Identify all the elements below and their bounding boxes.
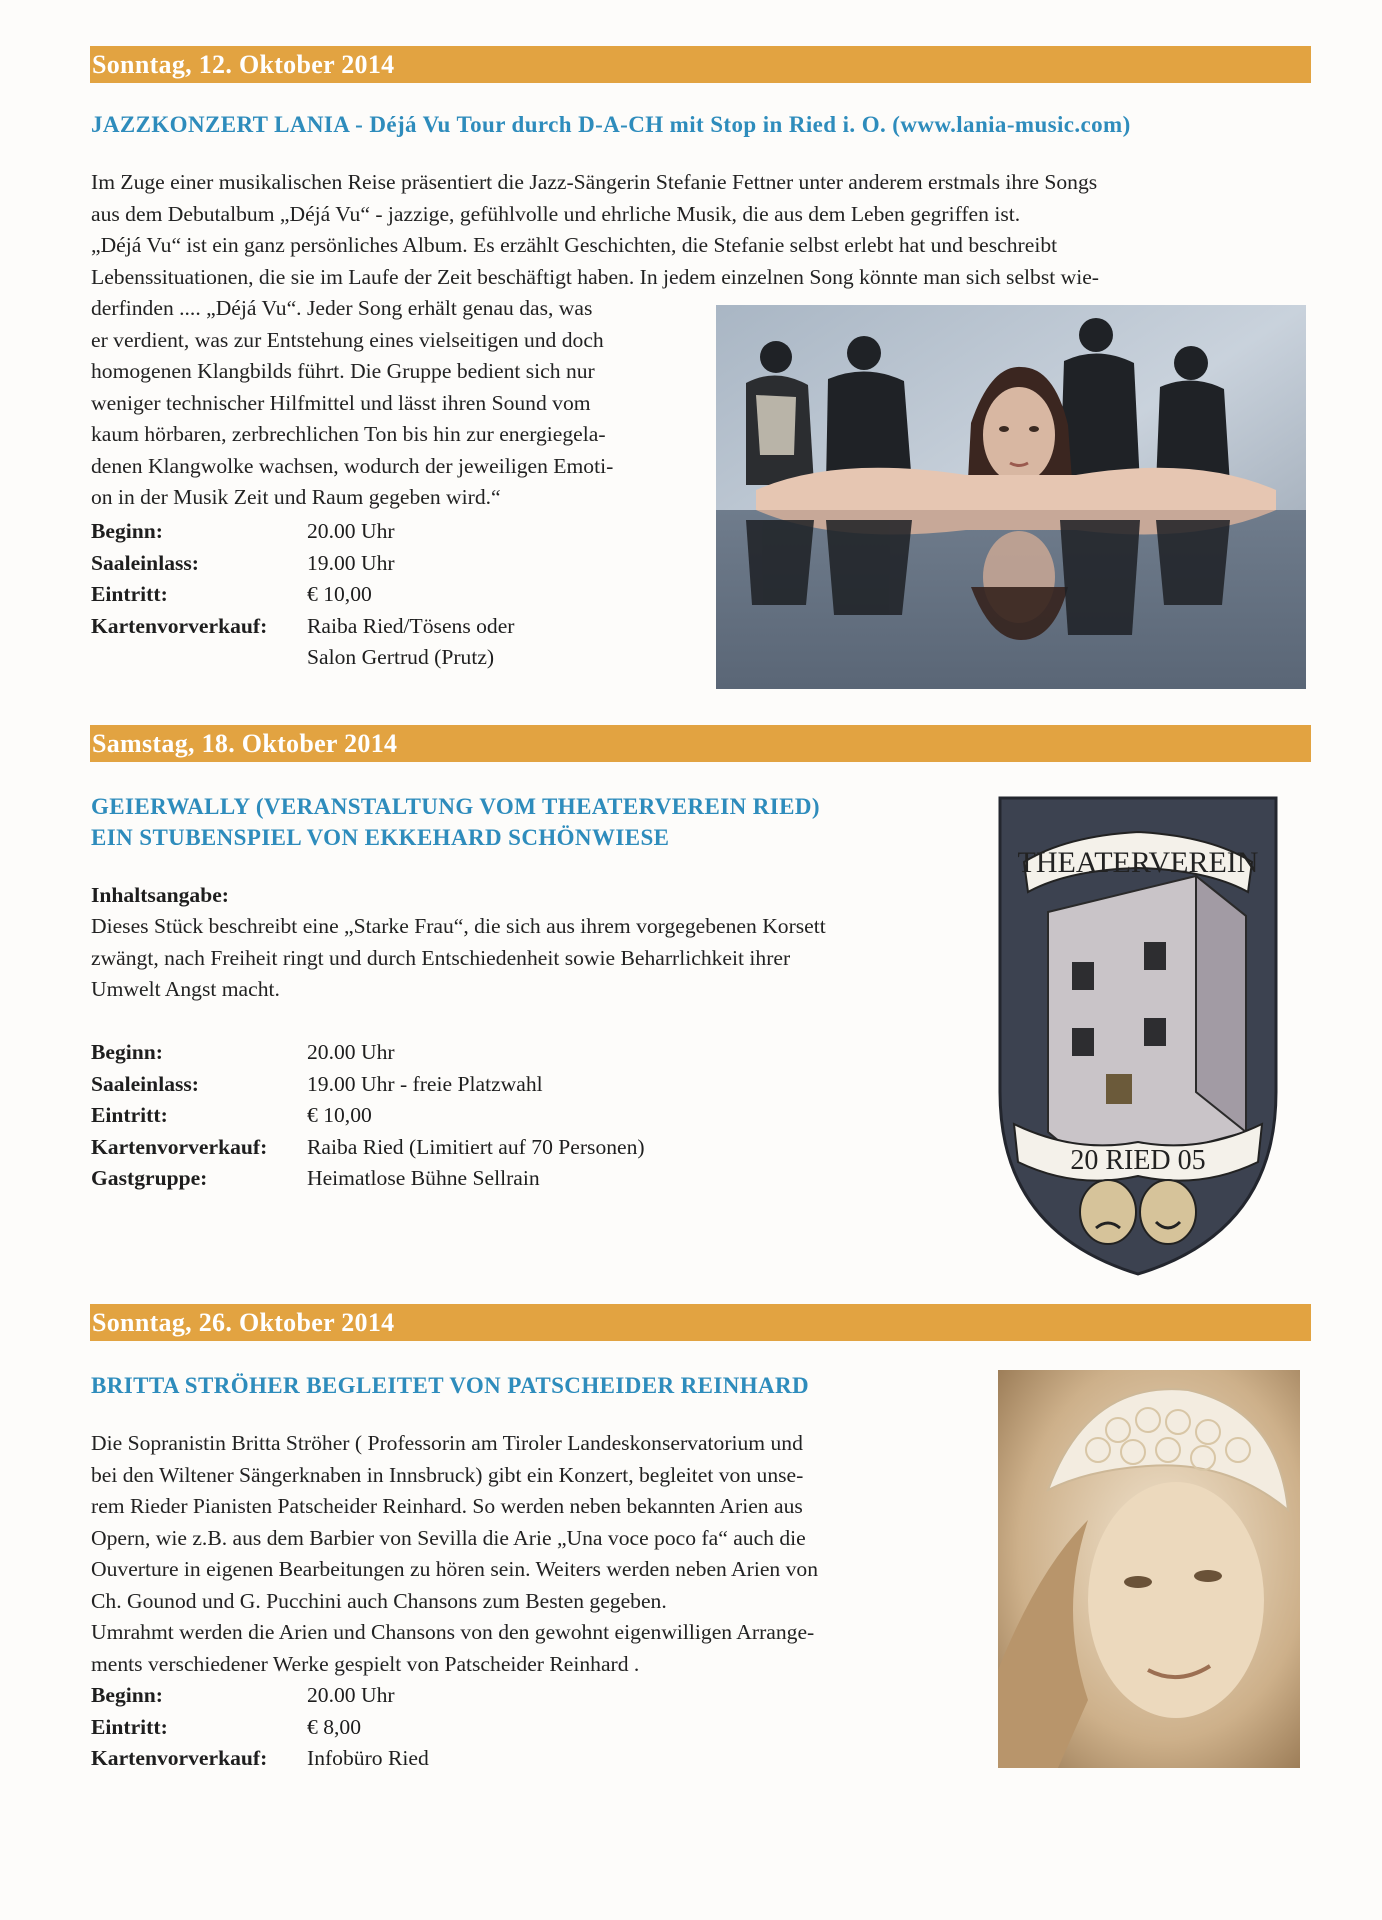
logo-text-top: THEATERVEREIN	[1017, 846, 1259, 879]
date-bar-event3	[90, 1304, 1311, 1341]
info-value: Salon Gertrud (Prutz)	[307, 645, 495, 669]
event3-description	[91, 1428, 818, 1680]
event1-line: on in der Musik Zeit und Raum gegeben wird.“	[91, 485, 501, 509]
theaterverein-logo-svg	[996, 792, 1280, 1278]
event2-line: Dieses Stück beschreibt eine „Starke Frau“, die sich aus ihrem vorgegebenen Korsett	[91, 914, 826, 938]
event3-line: Ouverture in eigenen Bearbeitungen zu hören sein. Weiters werden neben Arien von	[91, 1557, 818, 1581]
info-label: Beginn:	[91, 519, 163, 543]
event1-line: kaum hörbaren, zerbrechlichen Ton bis hin zur energiegela-	[91, 422, 606, 446]
event2-description	[91, 911, 826, 1006]
event2-line: Umwelt Angst macht.	[91, 977, 280, 1001]
info-value: Heimatlose Bühne Sellrain	[307, 1166, 540, 1190]
event3-title: BRITTA STRÖHER BEGLEITET VON PATSCHEIDER REINHARD	[91, 1373, 810, 1398]
event1-title: JAZZKONZERT LANIA - Déjá Vu Tour durch D-A-CH mit Stop in Ried i. O. (www.lania-music.com)	[91, 112, 1131, 137]
date-bar-event1	[90, 46, 1311, 83]
info-label: Eintritt:	[91, 1714, 168, 1739]
band-photo-svg	[716, 305, 1306, 689]
event1-line: derfinden .... „Déjá Vu“. Jeder Song erhält genau das, was	[91, 296, 593, 320]
event2-title-line2: EIN STUBENSPIEL VON EKKEHARD SCHÖNWIESE	[91, 825, 670, 850]
event2-subhead: Inhaltsangabe:	[91, 883, 229, 907]
singer-portrait	[998, 1370, 1300, 1768]
event2-title-line1: GEIERWALLY (VERANSTALTUNG VOM THEATERVEREIN RIED)	[91, 794, 820, 819]
info-label: Eintritt:	[91, 582, 168, 606]
band-photo	[716, 305, 1306, 689]
info-value: Raiba Ried/Tösens oder	[307, 613, 515, 638]
event3-date: Sonntag, 26. Oktober 2014	[92, 1308, 395, 1337]
info-value: 20.00 Uhr	[307, 519, 395, 543]
singer-portrait-svg	[998, 1370, 1300, 1768]
logo-text-bottom: 20 RIED 05	[1070, 1145, 1206, 1176]
info-label: Kartenvorverkauf:	[91, 1746, 268, 1770]
event3-line: Ch. Gounod und G. Pucchini auch Chansons zum Besten gegeben.	[91, 1588, 667, 1613]
info-value: 20.00 Uhr	[307, 1040, 395, 1064]
theaterverein-logo	[996, 792, 1280, 1278]
info-label: Saaleinlass:	[91, 1071, 199, 1096]
date-bar-event2	[90, 725, 1311, 762]
info-value: Raiba Ried (Limitiert auf 70 Personen)	[307, 1134, 645, 1159]
info-label: Beginn:	[91, 1683, 163, 1707]
event1-line: aus dem Debutalbum „Déjá Vu“ - jazzige, gefühlvolle und ehrliche Musik, die aus dem Leben gegriffen ist.	[91, 201, 1021, 226]
event3-line: Umrahmt werden die Arien und Chansons von den gewohnt eigenwilligen Arrange-	[91, 1620, 815, 1644]
info-value: 19.00 Uhr - freie Platzwahl	[307, 1071, 543, 1096]
event2-line: zwängt, nach Freiheit ringt und durch Entschiedenheit sowie Beharrlichkeit ihrer	[91, 945, 791, 970]
info-value: € 10,00	[307, 1103, 372, 1127]
event1-date: Sonntag, 12. Oktober 2014	[92, 50, 395, 79]
event1-line: weniger technischer Hilfmittel und lässt ihren Sound vom	[91, 390, 591, 415]
event1-line: denen Klangwolke wachsen, wodurch der jeweiligen Emoti-	[91, 453, 614, 478]
event3-line: rem Rieder Pianisten Patscheider Reinhard. So werden neben bekannten Arien aus	[91, 1494, 803, 1518]
info-value: 19.00 Uhr	[307, 550, 395, 575]
info-label: Kartenvorverkauf:	[91, 1134, 268, 1159]
info-label: Saaleinlass:	[91, 550, 199, 575]
info-label: Gastgruppe:	[91, 1166, 208, 1190]
event3-line: Opern, wie z.B. aus dem Barbier von Sevilla die Arie „Una voce poco fa“ auch die	[91, 1525, 806, 1550]
info-label: Kartenvorverkauf:	[91, 613, 268, 638]
info-value: € 8,00	[307, 1714, 361, 1739]
event1-line: homogenen Klangbilds führt. Die Gruppe bedient sich nur	[91, 359, 595, 383]
event3-line: ments verschiedener Werke gespielt von Patscheider Reinhard .	[91, 1651, 640, 1676]
info-label: Beginn:	[91, 1040, 163, 1064]
event3-line: bei den Wiltener Sängerknaben in Innsbruck) gibt ein Konzert, begleitet von unse-	[91, 1462, 804, 1487]
event1-line: „Déjá Vu“ ist ein ganz persönliches Album. Es erzählt Geschichten, die Stefanie selbst erlebt hat und beschreibt	[91, 233, 1058, 257]
info-value: 20.00 Uhr	[307, 1683, 395, 1707]
event1-line: Lebenssituationen, die sie im Laufe der Zeit beschäftigt haben. In jedem einzelnen Song könnte man sich selbst wie-	[91, 264, 1100, 289]
info-value: Infobüro Ried	[307, 1746, 429, 1770]
info-value: € 10,00	[307, 582, 372, 606]
event2-date: Samstag, 18. Oktober 2014	[92, 729, 398, 758]
event1-line: er verdient, was zur Entstehung eines vielseitigen und doch	[91, 327, 604, 352]
event1-line: Im Zuge einer musikalischen Reise präsentiert die Jazz-Sängerin Stefanie Fettner unter anderem erstmals ihre Songs	[91, 170, 1098, 194]
event3-line: Die Sopranistin Britta Ströher ( Professorin am Tiroler Landeskonservatorium und	[91, 1431, 803, 1455]
info-label: Eintritt:	[91, 1103, 168, 1127]
